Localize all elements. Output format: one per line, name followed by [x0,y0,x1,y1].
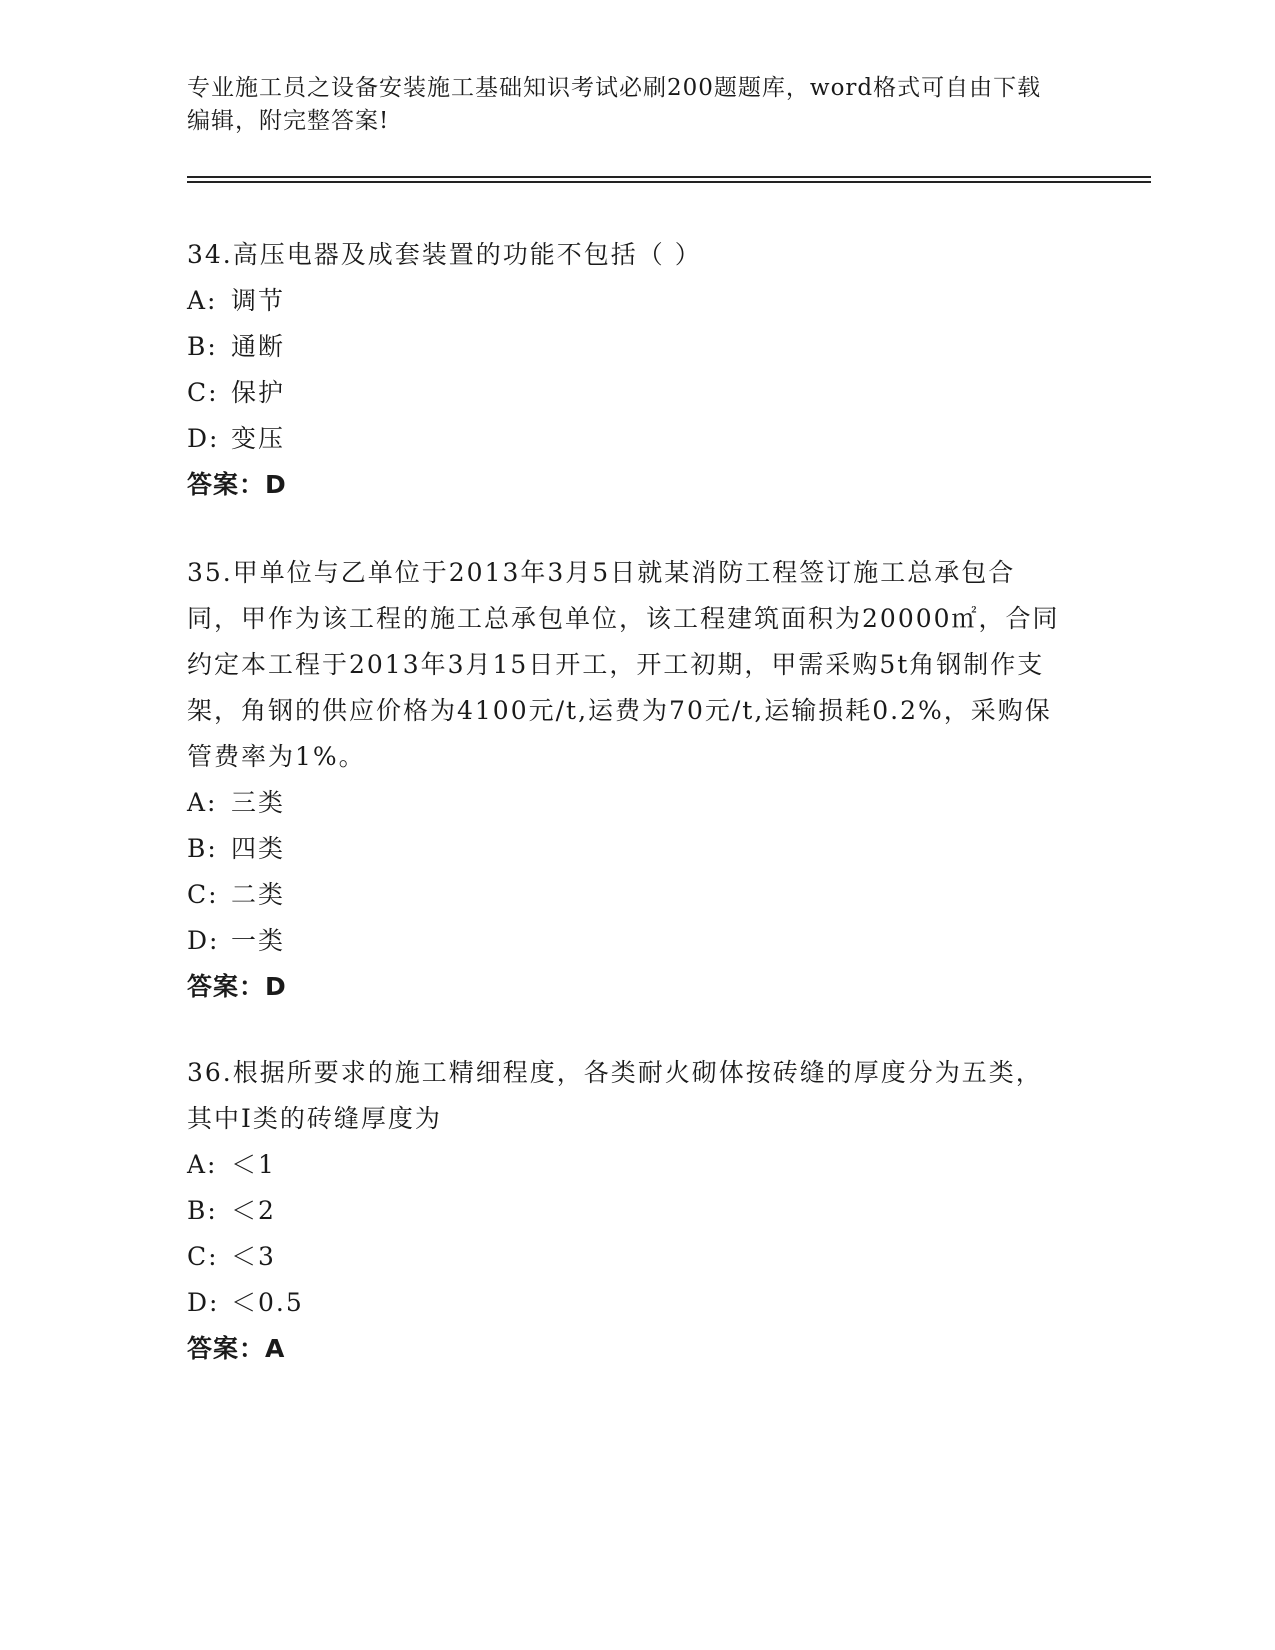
header-title-line1: 专业施工员之设备安装施工基础知识考试必刷200题题库，word格式可自由下载 [187,75,1042,101]
question-34 [187,232,1067,508]
option-a [187,278,1067,324]
answer: 答案：D [187,470,287,499]
option-letter: C: [187,1242,219,1271]
option-text: 保护 [231,378,286,407]
option-text: ＜3 [231,1242,276,1271]
header-divider-bottom [187,181,1151,183]
option-c [187,1234,1067,1280]
option-text: 变压 [231,424,286,453]
option-text: 二类 [231,880,286,909]
option-c [187,872,1067,918]
header-title-line2: 编辑，附完整答案! [187,108,390,134]
option-text: ＜1 [231,1150,276,1179]
option-text: 四类 [231,834,286,863]
option-c [187,370,1067,416]
option-letter: B: [187,332,218,361]
option-letter: B: [187,834,218,863]
header-divider-top [187,176,1151,178]
option-d [187,416,1067,462]
option-b [187,826,1067,872]
option-letter: D: [187,926,220,955]
option-letter: A: [187,286,218,315]
option-letter: D: [187,1288,220,1317]
question-text: 36.根据所要求的施工精细程度，各类耐火砌体按砖缝的厚度分为五类，其中I类的砖缝厚度为 [187,1058,1043,1133]
option-text: ＜2 [231,1196,276,1225]
option-text: 通断 [231,332,286,361]
option-b [187,1188,1067,1234]
option-text: 一类 [231,926,286,955]
option-text: ＜0.5 [231,1288,304,1317]
option-a [187,780,1067,826]
option-text: 三类 [231,788,286,817]
option-d [187,918,1067,964]
option-a [187,1142,1067,1188]
option-letter: C: [187,880,219,909]
option-letter: C: [187,378,219,407]
question-35 [187,550,1067,1010]
option-letter: B: [187,1196,218,1225]
document-header [187,72,1067,138]
answer: 答案：D [187,972,287,1001]
option-text: 调节 [231,286,286,315]
option-b [187,324,1067,370]
answer: 答案：A [187,1334,286,1363]
option-d [187,1280,1067,1326]
question-text: 35.甲单位与乙单位于2013年3月5日就某消防工程签订施工总承包合同，甲作为该工程的施工总承包单位，该工程建筑面积为20000㎡，合同约定本工程于2013年3月15日开工，开工初期，甲需采购5t角钢制作支架，角钢的供应价格为4100元/t,运费为70元/t,运输损耗0.2%，采购保管费率为1%。 [187,558,1060,771]
question-36 [187,1050,1067,1372]
option-letter: A: [187,788,218,817]
question-text: 34.高压电器及成套装置的功能不包括（ ） [187,240,702,269]
option-letter: D: [187,424,220,453]
option-letter: A: [187,1150,218,1179]
